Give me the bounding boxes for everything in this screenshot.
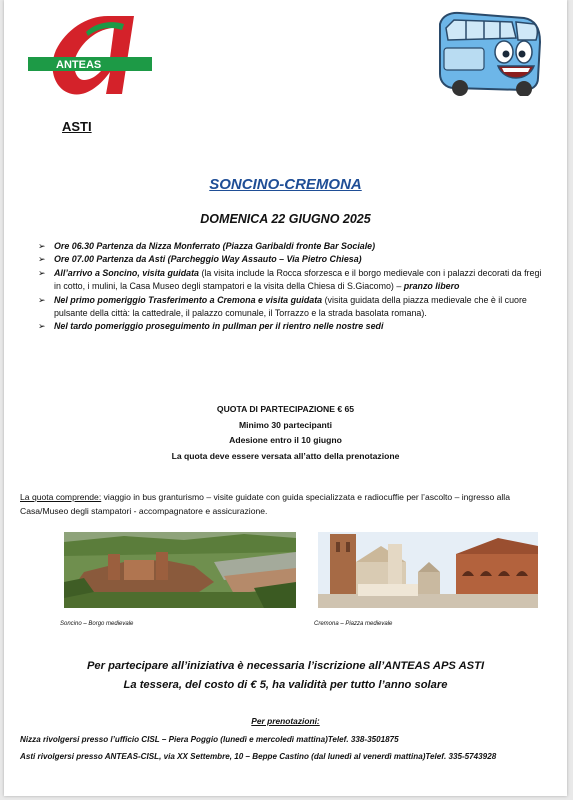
membership-line-1: Per partecipare all’iniziativa è necessaria l’iscrizione all’ANTEAS APS ASTI xyxy=(86,660,485,672)
branch-name: ASTI xyxy=(62,119,92,134)
flyer-page xyxy=(4,0,567,796)
cremona-photo xyxy=(318,532,538,608)
event-date: DOMENICA 22 GIUGNO 2025 xyxy=(200,212,371,226)
quota-price: QUOTA DI PARTECIPAZIONE € 65 xyxy=(216,404,355,414)
bus-mascot-icon xyxy=(432,8,544,96)
quota-block xyxy=(4,402,567,464)
bullet-arrow-icon: ➢ xyxy=(38,294,46,305)
includes-text: viaggio in bus granturismo – visite guidate con guida specializzata e radiocuffie per l’ascolto – ingresso alla Casa/Museo degli stampatori - accompagnatore e assicurazione. xyxy=(20,492,510,516)
event-title: SONCINO-CREMONA xyxy=(209,176,362,193)
quota-minimum: Minimo 30 partecipanti xyxy=(238,419,333,430)
program-item xyxy=(36,294,546,321)
membership-line-2: La tessera, del costo di € 5, ha validità per tutto l’anno solare xyxy=(123,679,448,691)
program-item xyxy=(36,253,546,266)
booking-details xyxy=(20,731,560,765)
quota-payment: La quota deve essere versata all’atto della prenotazione xyxy=(171,450,400,461)
svg-text:ANTEAS: ANTEAS xyxy=(56,59,102,71)
booking-title: Per prenotazioni: xyxy=(251,716,320,726)
bullet-arrow-icon: ➢ xyxy=(38,267,46,278)
bullet-arrow-icon: ➢ xyxy=(38,254,46,265)
bullet-arrow-icon: ➢ xyxy=(38,321,46,332)
program-item xyxy=(36,240,546,253)
program-item-text: (la visita include la Rocca sforzesca e il borgo medievale con i palazzi decorati da fregi in cotto, i mulini, la Casa Museo degli stampatori e la visita della Chiesa di S.Giacomo) – xyxy=(54,267,542,292)
program-item-text: (visita guidata della piazza medievale che è il cuore pulsante della città: la cattedrale, il palazzo comunale, il Torrazzo e la strada basolata romana). xyxy=(54,294,527,319)
photo-caption-soncino: Soncino – Borgo medievale xyxy=(60,621,134,627)
program-item-bold: Ore 07.00 Partenza da Asti (Parcheggio Way Assauto – Via Pietro Chiesa) xyxy=(54,254,362,265)
soncino-photo xyxy=(64,532,296,608)
bullet-arrow-icon: ➢ xyxy=(38,241,46,251)
membership-notice xyxy=(4,657,567,695)
booking-nizza: Nizza rivolgersi presso l’ufficio CISL – Piera Poggio (lunedì e mercoledì mattina)Telef. 338-3501875 xyxy=(20,735,399,744)
quota-deadline: Adesione entro il 10 giugno xyxy=(229,435,342,446)
program-item xyxy=(36,320,546,333)
program-item xyxy=(36,267,546,294)
program-item-bold: Nel tardo pomeriggio proseguimento in pullman per il rientro nelle nostre sedi xyxy=(54,321,384,332)
anteas-logo xyxy=(26,14,154,98)
includes-label: La quota comprende: xyxy=(20,492,102,502)
photo-caption-cremona: Cremona – Piazza medievale xyxy=(314,621,393,627)
booking-asti: Asti rivolgersi presso ANTEAS-CISL, via XX Settembre, 10 – Beppe Castino (dal lunedì al venerdì mattina)Telef. 335-5743928 xyxy=(20,752,497,761)
program-list xyxy=(36,240,546,334)
program-item-bold: Ore 06.30 Partenza da Nizza Monferrato (Piazza Garibaldi fronte Bar Sociale) xyxy=(54,241,376,251)
program-item-bold-end: pranzo libero xyxy=(403,281,460,292)
program-item-bold: All’arrivo a Soncino, visita guidata xyxy=(54,267,199,278)
includes-paragraph xyxy=(20,490,550,518)
program-item-bold: Nel primo pomeriggio Trasferimento a Cremona e visita guidata xyxy=(54,294,323,305)
